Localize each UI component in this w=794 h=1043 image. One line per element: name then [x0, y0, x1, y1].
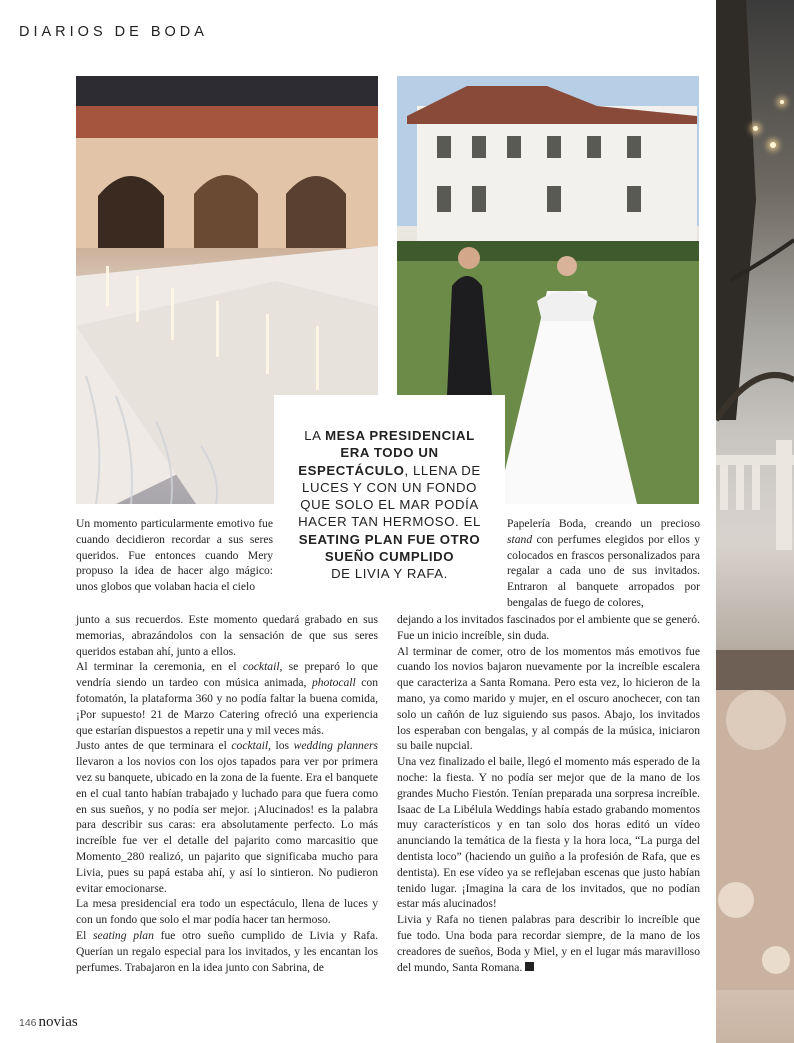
end-mark-icon	[525, 962, 534, 971]
magazine-name: novias	[38, 1014, 78, 1030]
paragraph: La mesa presidencial era todo un espectáculo, llena de luces y con un fondo que solo el mar podía hacer tan hermoso.	[76, 897, 378, 927]
paragraph: Livia y Rafa no tienen palabras para describir lo increíble que fue todo. Una boda para recordar siempre, de la mano de los creadores de sueños, Boda y Miel, y en el lugar más maravilloso del mundo, Santa Romana.	[397, 913, 700, 974]
quote-line: SUEÑO CUMPLIDO	[324, 549, 455, 565]
photo-night-terrace	[716, 0, 794, 1043]
quote-line: DE LIVIA Y RAFA.	[331, 566, 448, 582]
paragraph: junto a sus recuerdos. Este momento quedará grabado en sus memorias, abrazándolos con la sensación de que sus seres queridos estaban ahí, junto a ellos.	[76, 613, 378, 658]
right-column-wide	[397, 612, 700, 975]
section-label: DIARIOS DE BODA	[19, 24, 208, 40]
quote-line: SEATING PLAN FUE OTRO	[298, 531, 481, 547]
quote-line: LUCES Y CON UN FONDO	[302, 479, 477, 495]
paragraph: Al terminar de comer, otro de los momentos más emotivos fue cuando los novios bajaron nuevamente por la increíble escalera que caracteriza a Santa Romana. Pero esta vez, lo hicieron de la mano, ya como marido y mujer, en el oscuro anochecer, con tan solo un cañón de luz siguiendo sus pasos. Abajo, los invitados los esperaban con bengalas, y al compás de la música, iniciaron su baile nupcial.	[397, 644, 700, 753]
left-column-narrow	[76, 516, 273, 595]
paragraph: Un momento particularmente emotivo fue cuando decidieron recordar a sus seres queridos. Fue entonces cuando Mery propuso la idea de hacer algo mágico: unos globos que volaban hacia el cielo	[76, 517, 273, 594]
paragraph: Al terminar la ceremonia, en el cocktail, se preparó lo que vendría siendo un tardeo con música animada, photocall con fotomatón, la plataforma 360 y no podía faltar la buena comida, ¡Por supuesto! 21 de Marzo Catering ofreció una experiencia que estarían dispuestos a repetir una y mil veces más.	[76, 660, 379, 737]
left-column-wide	[76, 612, 378, 975]
pull-quote	[274, 395, 505, 590]
quote-line: ESPECTÁCULO, LLENA DE	[298, 462, 481, 478]
page-number: 146	[19, 1017, 37, 1029]
quote-line: LA MESA PRESIDENCIAL	[304, 428, 475, 443]
paragraph: Una vez finalizado el baile, llegó el momento más esperado de la noche: la fiesta. Y no podía ser mejor que de la mano de los grandes Mucho Fiestón. Tenían preparada una sorpresa increíble. Isaac de La Libélula Weddings había estado grabando momentos muy característicos y en tan solo dos horas editó un vídeo anunciando la temática de la fiesta y la hora loca, “La purga del dentista loco” (haciendo un guiño a la profesión de Rafa, que es dentista). En ese vídeo ya se reflejaban escenas que justo habían tenido lugar. ¡Imagina la cara de los invitados, que no podían estar más alucinados!	[397, 755, 700, 911]
quote-line: ERA TODO UN	[340, 445, 439, 461]
paragraph: dejando a los invitados fascinados por el ambiente que se generó. Fue un inicio increíble, sin duda.	[397, 613, 700, 642]
paragraph: Justo antes de que terminara el cocktail, los wedding planners llevaron a los novios con los ojos tapados para ver por primera vez su banquete, ubicado en la zona de la fuente. Era el banquete en el cual tanto habían trabajado y luchado para que fuera como en sus sueños, y no podía ser mejor. ¡Alucinados! es la palabra para describir sus caras: era absolutamente perfecto. Lo más increíble fue ver el detalle del pajarito como marcasitio que Momento_280 realizó, un pajarito que significaba mucho para Livia, pues su papá estaba ahí, y así lo sintieron. No pudieron evitar emocionarse.	[76, 739, 378, 895]
folio	[19, 1014, 78, 1031]
paragraph: El seating plan fue otro sueño cumplido de Livia y Rafa. Querían un regalo especial para los invitados, y les encantan los perfumes. Trabajaron en la idea junto con Sabrina, de	[76, 928, 378, 974]
quote-line: HACER TAN HERMOSO. EL	[298, 514, 481, 530]
terrace-illustration	[716, 0, 794, 1043]
right-column-narrow	[507, 516, 700, 611]
paragraph: Papelería Boda, creando un precioso stand con perfumes elegidos por ellos y colocados en frascos personalizados para regalar a cada uno de sus invitados. Entraron al banquete arropados por bengalas de fuego de colores,	[507, 517, 700, 609]
quote-line: QUE SOLO EL MAR PODÍA	[300, 497, 479, 513]
